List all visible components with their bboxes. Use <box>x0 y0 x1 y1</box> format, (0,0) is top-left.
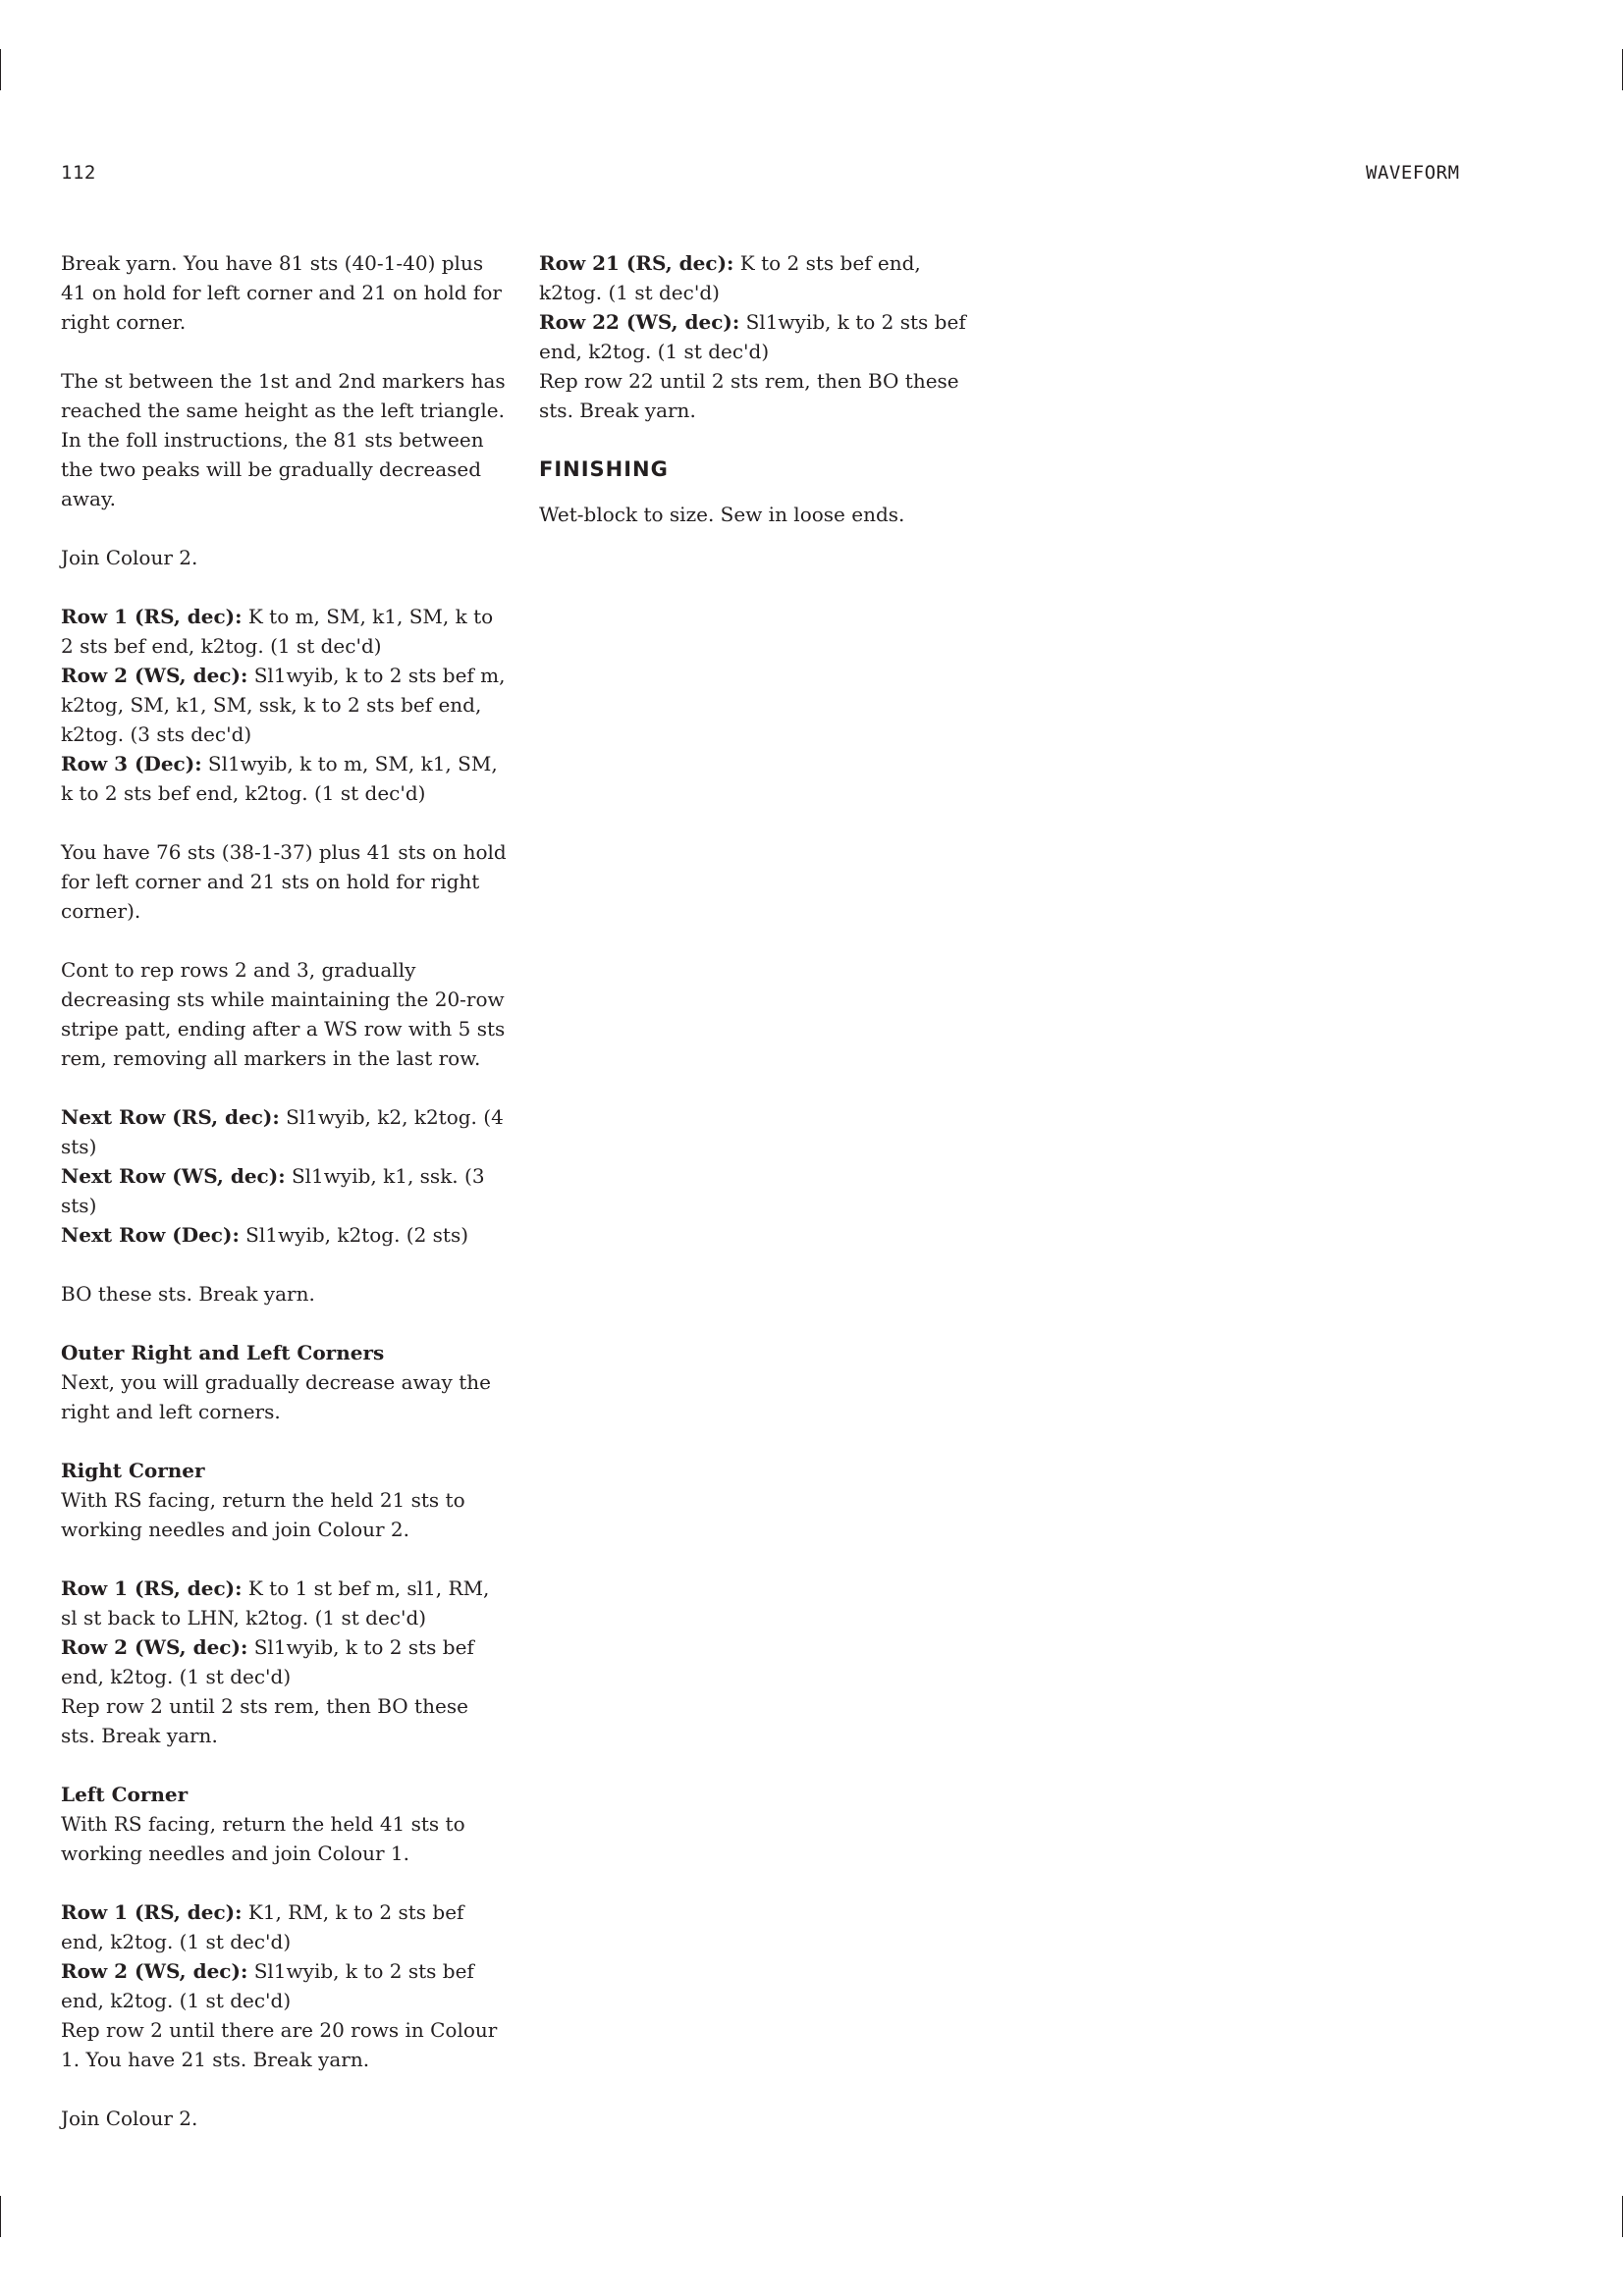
section-outer-corners <box>61 1338 508 1426</box>
row-instruction <box>61 1102 508 1161</box>
crop-mark-top-left <box>0 49 1 90</box>
row-text: Sl1wyib, k2tog. (2 sts) <box>239 1223 469 1247</box>
row-instruction <box>61 602 508 661</box>
row-label: Next Row (RS, dec): <box>61 1105 280 1129</box>
row-instructions-group-a <box>61 602 508 808</box>
row-text: Sl1wyib, k to 2 sts bef end, k2tog. (1 st dec'd) <box>61 1959 474 2012</box>
crop-mark-top-right <box>1622 49 1623 90</box>
row-instruction <box>61 1220 508 1250</box>
row-text: Sl1wyib, k to 2 sts bef end, k2tog. (1 st dec'd) <box>539 310 966 363</box>
row-instruction <box>61 1161 508 1220</box>
row-label: Row 3 (Dec): <box>61 752 202 775</box>
subheading-left-corner: Left Corner <box>61 1783 189 1806</box>
row-instruction <box>61 661 508 749</box>
row-label: Row 1 (RS, dec): <box>61 1576 243 1600</box>
subheading-right-corner: Right Corner <box>61 1459 205 1482</box>
paragraph-continue: Cont to rep rows 2 and 3, gradually decreasing sts while maintaining the 20-row stripe patt, ending after a WS row with 5 sts rem, removing all markers in the last row. <box>61 958 506 1070</box>
row-text: Sl1wyib, k to m, SM, k1, SM, k to 2 sts bef end, k2tog. (1 st dec'd) <box>61 752 498 805</box>
paragraph-bind-off: BO these sts. Break yarn. <box>61 1282 315 1306</box>
row-instructions-group-b <box>61 1102 508 1250</box>
row-text: K to 2 sts bef end, k2tog. (1 st dec'd) <box>539 251 921 304</box>
row-instruction <box>539 248 986 307</box>
row-label: Next Row (Dec): <box>61 1223 240 1247</box>
section-left-corner <box>61 1780 508 1868</box>
section-right-corner <box>61 1456 508 1544</box>
row-instruction <box>61 1956 508 2015</box>
row-text: K1, RM, k to 2 sts bef end, k2tog. (1 st dec'd) <box>61 1900 464 1953</box>
paragraph-break-yarn: Break yarn. You have 81 sts (40-1-40) plus 41 on hold for left corner and 21 on hold for right corner. <box>61 251 502 334</box>
row-instructions-group-d <box>61 1897 508 2074</box>
right-column <box>539 248 986 559</box>
paragraph-join-colour: Join Colour 2. <box>61 546 198 569</box>
row-text: K to m, SM, k1, SM, k to 2 sts bef end, k2tog. (1 st dec'd) <box>61 605 494 658</box>
row-instructions-group-e <box>539 248 986 425</box>
left-column <box>61 248 508 2163</box>
finishing-text: Wet-block to size. Sew in loose ends. <box>539 503 905 526</box>
row-label: Row 22 (WS, dec): <box>539 310 740 334</box>
row-label: Row 2 (WS, dec): <box>61 1959 248 1983</box>
row-repeat-text: Rep row 2 until 2 sts rem, then BO these sts. Break yarn. <box>61 1694 468 1747</box>
finishing-heading: FINISHING <box>539 457 669 481</box>
row-label: Row 21 (RS, dec): <box>539 251 734 275</box>
row-instruction <box>61 1574 508 1632</box>
crop-mark-bottom-right <box>1622 2196 1623 2237</box>
row-instruction <box>61 1632 508 1691</box>
paragraph-join-colour-final: Join Colour 2. <box>61 2107 198 2130</box>
running-title: WAVEFORM <box>1366 162 1460 184</box>
paragraph-markers-height: The st between the 1st and 2nd markers has reached the same height as the left triangle. In the foll instructions, the 81 sts between the two peaks will be gradually decreased away. <box>61 369 506 510</box>
row-text: K to 1 st bef m, sl1, RM, sl st back to LHN, k2tog. (1 st dec'd) <box>61 1576 490 1629</box>
paragraph-stitch-count: You have 76 sts (38-1-37) plus 41 sts on hold for left corner and 21 sts on hold for right corner). <box>61 840 507 923</box>
row-instructions-group-c <box>61 1574 508 1750</box>
left-corner-text: With RS facing, return the held 41 sts to working needles and join Colour 1. <box>61 1812 465 1865</box>
outer-corners-text: Next, you will gradually decrease away the right and left corners. <box>61 1370 491 1423</box>
row-label: Row 1 (RS, dec): <box>61 1900 243 1924</box>
subheading-outer-corners: Outer Right and Left Corners <box>61 1341 385 1364</box>
row-instruction <box>61 749 508 808</box>
row-instruction <box>61 1897 508 1956</box>
row-label: Next Row (WS, dec): <box>61 1164 286 1188</box>
row-text: Sl1wyib, k2, k2tog. (4 sts) <box>61 1105 504 1158</box>
row-text: Sl1wyib, k to 2 sts bef end, k2tog. (1 st dec'd) <box>61 1635 474 1688</box>
row-repeat-text: Rep row 2 until there are 20 rows in Colour 1. You have 21 sts. Break yarn. <box>61 2018 498 2071</box>
row-label: Row 1 (RS, dec): <box>61 605 243 628</box>
row-label: Row 2 (WS, dec): <box>61 1635 248 1659</box>
right-corner-text: With RS facing, return the held 21 sts to working needles and join Colour 2. <box>61 1488 465 1541</box>
row-instruction <box>539 307 986 366</box>
row-label: Row 2 (WS, dec): <box>61 664 248 687</box>
row-text: Sl1wyib, k1, ssk. (3 sts) <box>61 1164 485 1217</box>
page-number: 112 <box>61 162 96 184</box>
row-text: Sl1wyib, k to 2 sts bef m, k2tog, SM, k1, SM, ssk, k to 2 sts bef end, k2tog. (3 sts dec'd) <box>61 664 506 746</box>
crop-mark-bottom-left <box>0 2196 1 2237</box>
row-repeat-text: Rep row 22 until 2 sts rem, then BO these sts. Break yarn. <box>539 369 959 422</box>
